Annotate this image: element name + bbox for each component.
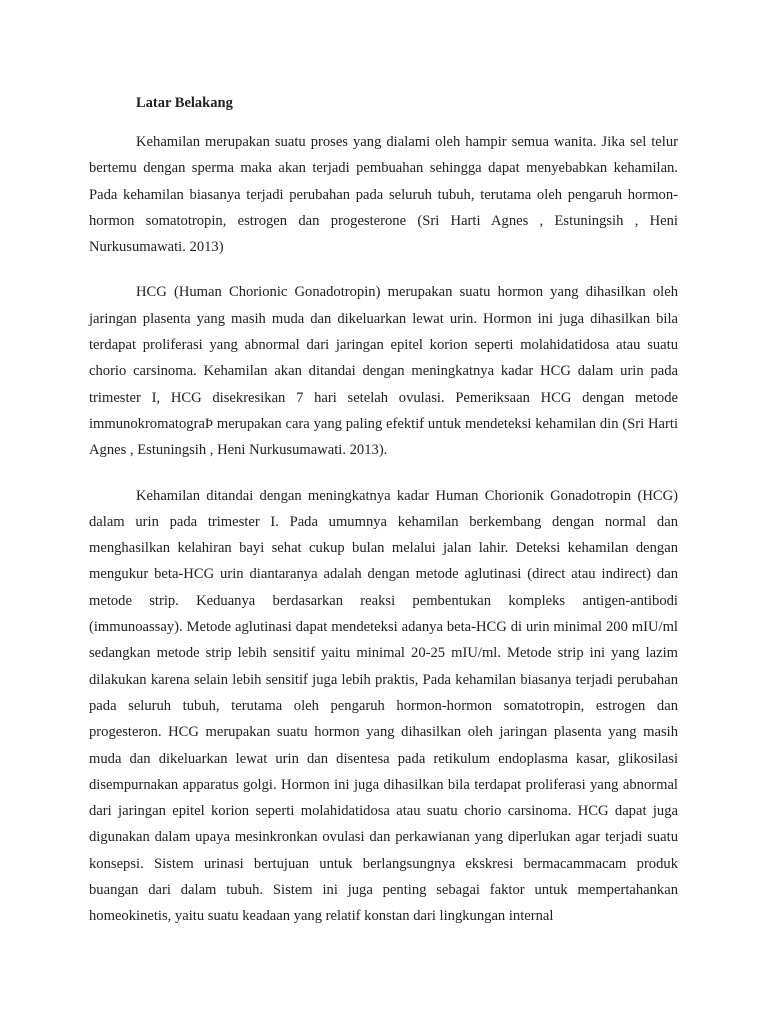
body-text: [89, 129, 678, 949]
paragraph-intro: Kehamilan merupakan suatu proses yang dialami oleh hampir semua wanita. Jika sel telur bertemu dengan sperma maka akan terjadi pembuahan sehingga dapat menyebabkan kehamilan. Pada kehamilan biasanya terjadi perubahan pada seluruh tubuh, terutama oleh pengaruh hormon-hormon somatotropin, estrogen dan progesterone (Sri Harti Agnes , Estuningsih , Heni Nurkusumawati. 2013): [89, 134, 678, 256]
paragraph-hcg: HCG (Human Chorionic Gonadotropin) merupakan suatu hormon yang dihasilkan oleh jaringan plasenta yang masih muda dan dikeluarkan lewat urin. Hormon ini juga dihasilkan bila terdapat proliferasi yang abnormal dari jaringan epitel korion seperti molahidatidosa atau suatu chorio carsinoma. Kehamilan akan ditandai dengan meningkatnya kadar HCG dalam urin pada trimester I, HCG disekresikan 7 hari setelah ovulasi. Pemeriksaan HCG dengan metode immunokromatograÞ merupakan cara yang paling efektif untuk mendeteksi kehamilan din (Sri Harti Agnes , Estuningsih , Heni Nurkusumawati. 2013).: [89, 284, 678, 459]
paragraph-detection: Kehamilan ditandai dengan meningkatnya kadar Human Chorionik Gonadotropin (HCG) dalam urin pada trimester I. Pada umumnya kehamilan berkembang dengan normal dan menghasilkan kelahiran bayi sehat cukup bulan melalui jalan lahir. Deteksi kehamilan dengan mengukur beta-HCG urin diantaranya adalah dengan metode aglutinasi (direct atau indirect) dan metode strip. Keduanya berdasarkan reaksi pembentukan kompleks antigen-antibodi (immunoassay). Metode aglutinasi dapat mendeteksi adanya beta-HCG di urin minimal 200 mIU/ml sedangkan metode strip lebih sensitif yaitu minimal 20-25 mIU/ml. Metode strip ini yang lazim dilakukan karena selain lebih sensitif juga lebih praktis, Pada kehamilan biasanya terjadi perubahan pada seluruh tubuh, terutama oleh pengaruh hormon-hormon somatotropin, estrogen dan progesteron. HCG merupakan suatu hormon yang dihasilkan oleh jaringan plasenta yang masih muda dan dikeluarkan lewat urin dan disentesa pada retikulum endoplasma kasar, glikosilasi disempurnakan apparatus golgi. Hormon ini juga dihasilkan bila terdapat proliferasi yang abnormal dari jaringan epitel korion seperti molahidatidosa atau suatu chorio carsinoma. HCG dapat juga digunakan dalam upaya mesinkronkan ovulasi dan perkawianan yang diperlukan agar terjadi suatu konsepsi. Sistem urinasi bertujuan untuk berlangsungnya ekskresi bermacammacam produk buangan dari dalam tubuh. Sistem ini juga penting sebagai faktor untuk mempertahankan homeokinetis, yaitu suatu keadaan yang relatif konstan dari lingkungan internal: [89, 487, 678, 925]
section-heading: Latar Belakang: [136, 95, 233, 111]
